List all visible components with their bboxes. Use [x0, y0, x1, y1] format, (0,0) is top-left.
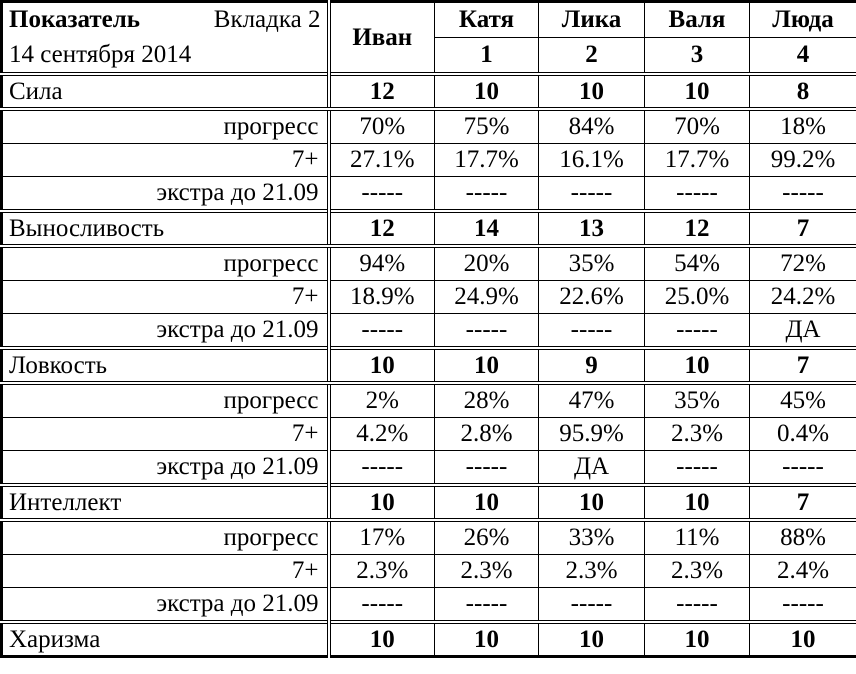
extra-value-cell: -----: [329, 451, 435, 486]
seven-plus-value-cell: 4.2%: [329, 418, 435, 451]
progress-value-cell: 88%: [750, 520, 856, 555]
date-label: 14 сентября 2014: [2, 38, 329, 75]
attribute-value-cell: 10: [645, 622, 750, 657]
extra-row: [2, 451, 856, 486]
attribute-value-cell: 10: [329, 485, 435, 520]
attributes-body: [2, 74, 856, 657]
progress-value-cell: 18%: [750, 109, 856, 144]
player-name-cell: Лика: [539, 2, 645, 38]
attribute-value-cell: 10: [750, 622, 856, 657]
attribute-row: [2, 211, 856, 246]
seven-plus-label: 7+: [2, 418, 329, 451]
seven-plus-row: [2, 418, 856, 451]
progress-value-cell: 11%: [645, 520, 750, 555]
attribute-value-cell: 13: [539, 211, 645, 246]
attribute-value-cell: 10: [435, 622, 539, 657]
progress-value-cell: 54%: [645, 246, 750, 281]
progress-value-cell: 45%: [750, 383, 856, 418]
progress-row: [2, 246, 856, 281]
seven-plus-value-cell: 24.2%: [750, 281, 856, 314]
attribute-value-cell: 10: [645, 348, 750, 383]
progress-label: прогресс: [2, 520, 329, 555]
attribute-row: [2, 485, 856, 520]
progress-value-cell: 20%: [435, 246, 539, 281]
progress-label: прогресс: [2, 383, 329, 418]
seven-plus-value-cell: 0.4%: [750, 418, 856, 451]
seven-plus-value-cell: 16.1%: [539, 144, 645, 177]
attribute-name-cell: Выносливость: [2, 211, 329, 246]
extra-value-cell: ДА: [750, 314, 856, 349]
attribute-row: [2, 348, 856, 383]
progress-value-cell: 35%: [539, 246, 645, 281]
attribute-value-cell: 10: [539, 622, 645, 657]
seven-plus-value-cell: 18.9%: [329, 281, 435, 314]
extra-row: [2, 177, 856, 212]
extra-value-cell: -----: [329, 588, 435, 623]
progress-value-cell: 2%: [329, 383, 435, 418]
progress-value-cell: 94%: [329, 246, 435, 281]
progress-value-cell: 28%: [435, 383, 539, 418]
extra-value-cell: -----: [750, 451, 856, 486]
attribute-value-cell: 10: [539, 485, 645, 520]
seven-plus-value-cell: 95.9%: [539, 418, 645, 451]
attribute-value-cell: 10: [435, 485, 539, 520]
progress-value-cell: 70%: [645, 109, 750, 144]
extra-value-cell: -----: [750, 177, 856, 212]
progress-value-cell: 72%: [750, 246, 856, 281]
attribute-value-cell: 10: [645, 74, 750, 109]
header-title-cell: [2, 2, 329, 38]
attribute-row: [2, 622, 856, 657]
attribute-value-cell: 12: [645, 211, 750, 246]
seven-plus-value-cell: 27.1%: [329, 144, 435, 177]
progress-row: [2, 520, 856, 555]
seven-plus-value-cell: 2.3%: [645, 418, 750, 451]
attribute-value-cell: 12: [329, 74, 435, 109]
player-name-cell: Катя: [435, 2, 539, 38]
attribute-value-cell: 10: [539, 74, 645, 109]
attribute-name-cell: Интеллект: [2, 485, 329, 520]
progress-label: прогресс: [2, 109, 329, 144]
seven-plus-value-cell: 25.0%: [645, 281, 750, 314]
seven-plus-row: [2, 555, 856, 588]
attribute-value-cell: 12: [329, 211, 435, 246]
extra-label: экстра до 21.09: [2, 314, 329, 349]
attribute-value-cell: 7: [750, 211, 856, 246]
extra-value-cell: -----: [645, 177, 750, 212]
player-name-cell: Валя: [645, 2, 750, 38]
progress-value-cell: 17%: [329, 520, 435, 555]
extra-value-cell: -----: [539, 314, 645, 349]
seven-plus-row: [2, 281, 856, 314]
attribute-row: [2, 74, 856, 109]
attribute-value-cell: 10: [435, 74, 539, 109]
seven-plus-value-cell: 2.3%: [539, 555, 645, 588]
progress-value-cell: 35%: [645, 383, 750, 418]
seven-plus-value-cell: 24.9%: [435, 281, 539, 314]
seven-plus-value-cell: 2.3%: [435, 555, 539, 588]
attribute-value-cell: 8: [750, 74, 856, 109]
player-number-cell: 3: [645, 38, 750, 75]
progress-value-cell: 47%: [539, 383, 645, 418]
extra-value-cell: -----: [645, 588, 750, 623]
seven-plus-value-cell: 2.8%: [435, 418, 539, 451]
tab-label: Вкладка 2: [213, 6, 321, 34]
seven-plus-label: 7+: [2, 281, 329, 314]
seven-plus-row: [2, 144, 856, 177]
progress-value-cell: 75%: [435, 109, 539, 144]
progress-value-cell: 26%: [435, 520, 539, 555]
attribute-value-cell: 9: [539, 348, 645, 383]
progress-row: [2, 109, 856, 144]
seven-plus-value-cell: 2.3%: [329, 555, 435, 588]
attribute-value-cell: 7: [750, 485, 856, 520]
progress-value-cell: 33%: [539, 520, 645, 555]
progress-row: [2, 383, 856, 418]
extra-value-cell: -----: [435, 177, 539, 212]
player-number-cell: 2: [539, 38, 645, 75]
seven-plus-value-cell: 17.7%: [435, 144, 539, 177]
extra-label: экстра до 21.09: [2, 451, 329, 486]
attribute-name-cell: Сила: [2, 74, 329, 109]
extra-value-cell: -----: [539, 588, 645, 623]
player-number-cell: 1: [435, 38, 539, 75]
attribute-value-cell: 10: [435, 348, 539, 383]
extra-value-cell: -----: [435, 314, 539, 349]
extra-value-cell: -----: [329, 314, 435, 349]
attribute-name-cell: Харизма: [2, 622, 329, 657]
progress-value-cell: 70%: [329, 109, 435, 144]
attribute-value-cell: 14: [435, 211, 539, 246]
extra-value-cell: ДА: [539, 451, 645, 486]
seven-plus-value-cell: 2.4%: [750, 555, 856, 588]
progress-value-cell: 84%: [539, 109, 645, 144]
header-row: [2, 2, 856, 38]
extra-label: экстра до 21.09: [2, 177, 329, 212]
extra-value-cell: -----: [645, 451, 750, 486]
extra-label: экстра до 21.09: [2, 588, 329, 623]
attribute-value-cell: 10: [329, 622, 435, 657]
page-title: Показатель: [9, 6, 140, 34]
extra-value-cell: -----: [435, 451, 539, 486]
seven-plus-value-cell: 22.6%: [539, 281, 645, 314]
extra-value-cell: -----: [435, 588, 539, 623]
progress-label: прогресс: [2, 246, 329, 281]
player-name-cell: Люда: [750, 2, 856, 38]
attribute-value-cell: 10: [329, 348, 435, 383]
attribute-value-cell: 10: [645, 485, 750, 520]
attribute-value-cell: 7: [750, 348, 856, 383]
player-number-cell: 4: [750, 38, 856, 75]
extra-value-cell: -----: [645, 314, 750, 349]
seven-plus-value-cell: 99.2%: [750, 144, 856, 177]
seven-plus-label: 7+: [2, 144, 329, 177]
seven-plus-label: 7+: [2, 555, 329, 588]
extra-value-cell: -----: [329, 177, 435, 212]
extra-value-cell: -----: [539, 177, 645, 212]
extra-row: [2, 314, 856, 349]
player-name-cell: Иван: [329, 2, 435, 75]
seven-plus-value-cell: 2.3%: [645, 555, 750, 588]
seven-plus-value-cell: 17.7%: [645, 144, 750, 177]
extra-row: [2, 588, 856, 623]
attribute-name-cell: Ловкость: [2, 348, 329, 383]
extra-value-cell: -----: [750, 588, 856, 623]
